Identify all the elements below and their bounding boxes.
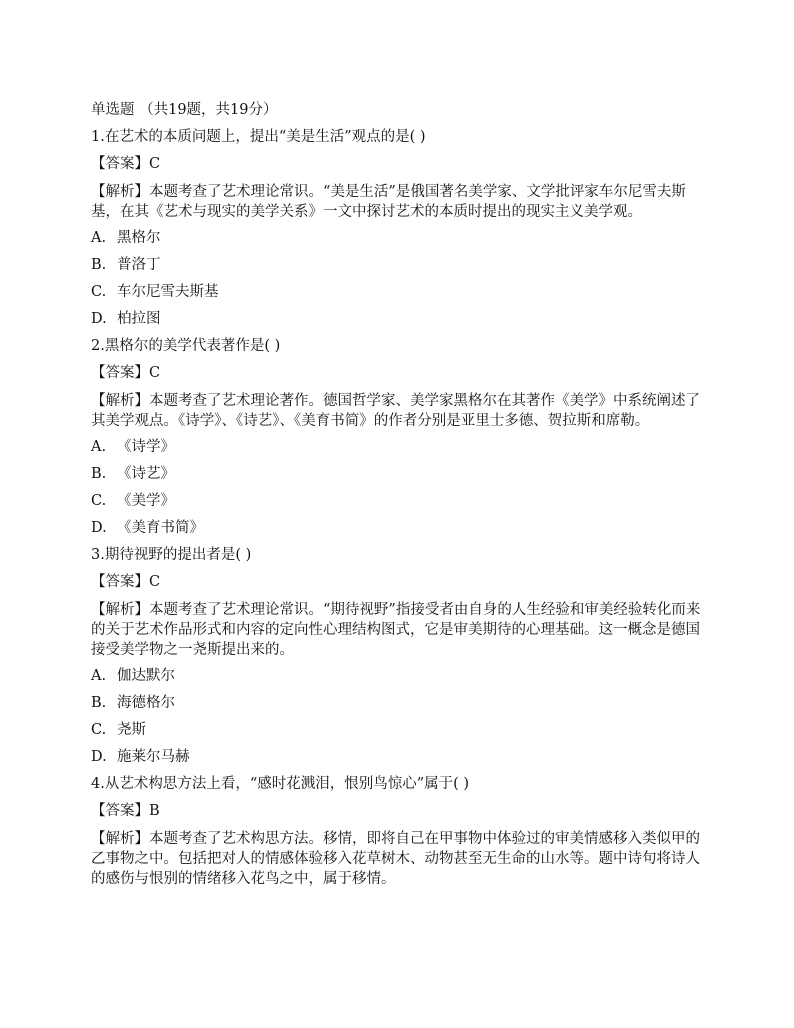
- option-text: 普洛丁: [117, 257, 161, 273]
- question-3: [91, 542, 711, 771]
- option-c: [91, 717, 711, 744]
- option-letter: D.: [91, 749, 107, 765]
- option-text: 黑格尔: [117, 230, 161, 246]
- question-stem: 4.从艺术构思方法上看，“感时花溅泪，恨别鸟惊心”属于( ): [91, 776, 470, 792]
- option-letter: D.: [91, 311, 107, 327]
- option-a: [91, 663, 711, 690]
- option-text: 海德格尔: [117, 695, 175, 711]
- answer-line: 【答案】C: [91, 365, 161, 381]
- option-letter: A.: [91, 668, 107, 684]
- option-letter: C.: [91, 722, 107, 738]
- option-text: 伽达默尔: [117, 668, 175, 684]
- question-1: [91, 124, 711, 333]
- option-a: [91, 225, 711, 252]
- option-letter: B.: [91, 257, 107, 273]
- answer-line: 【答案】B: [91, 803, 160, 819]
- answer-line: 【答案】C: [91, 574, 161, 590]
- option-text: 《美育书简》: [117, 520, 204, 536]
- analysis-paragraph: 【解析】本题考查了艺术构思方法。移情，即将自己在甲事物中体验过的审美情感移入类似甲的乙事物之中。包括把对人的情感体验移入花草树木、动物甚至无生命的山水等。题中诗句将诗人的感伤与恨别的情绪移入花鸟之中，属于移情。: [91, 831, 700, 887]
- option-a: [91, 434, 711, 461]
- option-c: [91, 488, 711, 515]
- question-2: [91, 333, 711, 542]
- option-text: 《美学》: [117, 493, 175, 509]
- analysis-paragraph: 【解析】本题考查了艺术理论常识。“期待视野”指接受者由自身的人生经验和审美经验转化而来的关于艺术作品形式和内容的定向性心理结构图式，它是审美期待的心理基础。这一概念是德国接受美学物之一尧斯提出来的。: [91, 602, 701, 658]
- option-text: 尧斯: [117, 722, 146, 738]
- option-b: [91, 690, 711, 717]
- option-d: [91, 306, 711, 333]
- option-letter: B.: [91, 695, 107, 711]
- option-letter: C.: [91, 493, 107, 509]
- analysis-paragraph: 【解析】本题考查了艺术理论常识。“美是生活”是俄国著名美学家、文学批评家车尔尼雪夫斯基，在其《艺术与现实的美学关系》一文中探讨艺术的本质时提出的现实主义美学观。: [91, 184, 686, 220]
- question-stem: 2.黑格尔的美学代表著作是( ): [91, 338, 281, 354]
- document-page: [91, 97, 711, 892]
- option-b: [91, 461, 711, 488]
- option-text: 《诗学》: [117, 439, 175, 455]
- option-text: 《诗艺》: [117, 466, 175, 482]
- option-d: [91, 515, 711, 542]
- section-title: 单选题 （共19题，共19分）: [91, 102, 278, 118]
- option-b: [91, 252, 711, 279]
- option-d: [91, 744, 711, 771]
- option-letter: D.: [91, 520, 107, 536]
- question-stem: 1.在艺术的本质问题上，提出“美是生活”观点的是( ): [91, 129, 426, 145]
- option-c: [91, 279, 711, 306]
- analysis-paragraph: 【解析】本题考查了艺术理论著作。德国哲学家、美学家黑格尔在其著作《美学》中系统阐述了其美学观点。《诗学》、《诗艺》、《美育书简》的作者分别是亚里士多德、贺拉斯和席勒。: [91, 393, 700, 429]
- option-letter: A.: [91, 439, 107, 455]
- question-stem: 3.期待视野的提出者是( ): [91, 547, 252, 563]
- answer-line: 【答案】C: [91, 156, 161, 172]
- option-text: 车尔尼雪夫斯基: [117, 284, 219, 300]
- option-letter: B.: [91, 466, 107, 482]
- option-letter: A.: [91, 230, 107, 246]
- question-4: [91, 771, 711, 892]
- option-text: 施莱尔马赫: [117, 749, 190, 765]
- option-text: 柏拉图: [117, 311, 161, 327]
- option-letter: C.: [91, 284, 107, 300]
